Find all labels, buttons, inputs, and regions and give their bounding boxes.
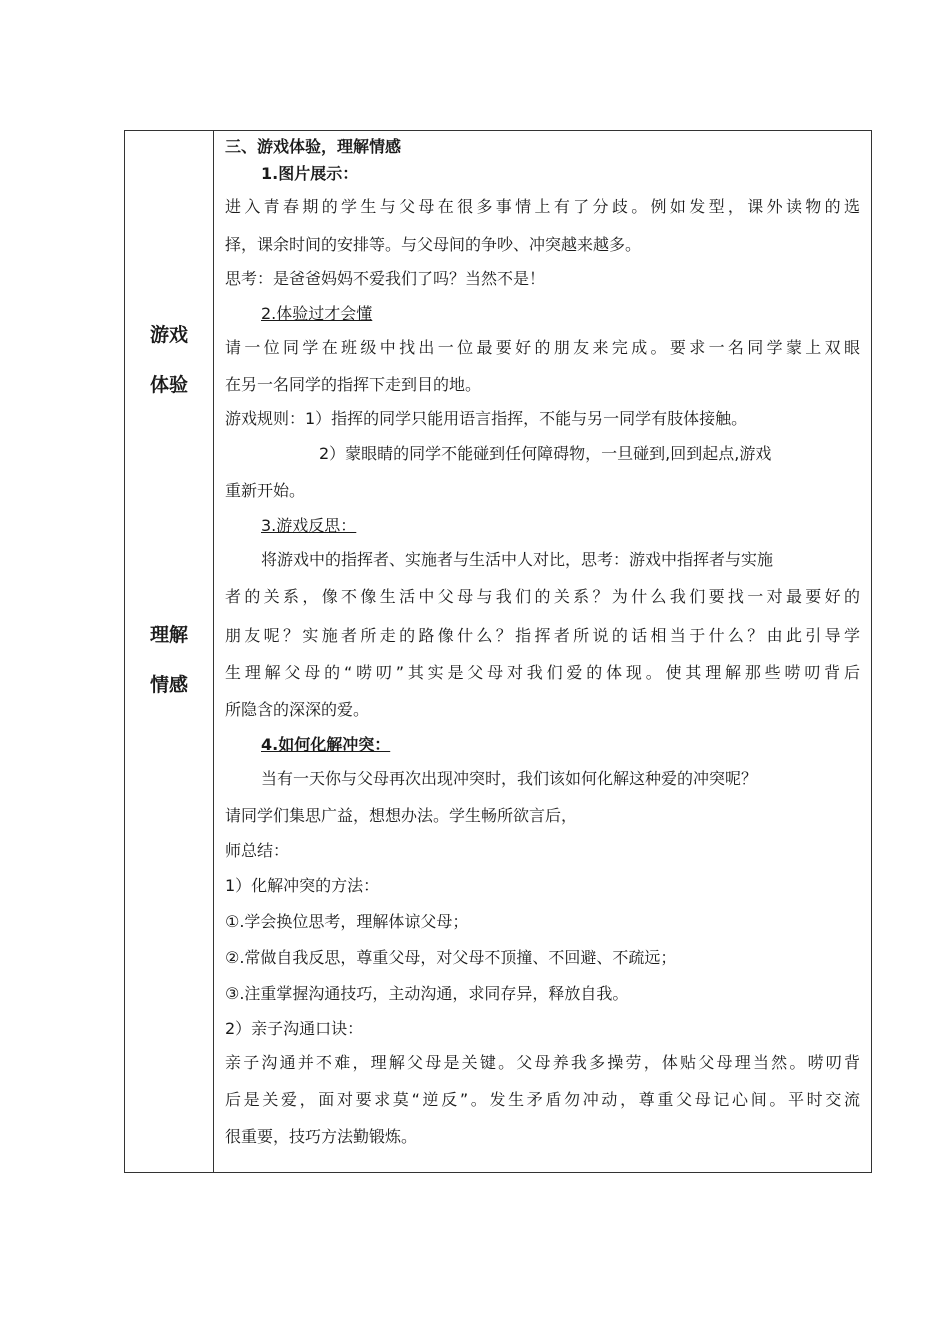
paragraph-line: 请一位同学在班级中找出一位最要好的朋友来完成。要求一名同学蒙上双眼: [225, 338, 860, 357]
list-item: ①.学会换位思考，理解体谅父母；: [225, 912, 469, 931]
paragraph-line: 择，课余时间的安排等。与父母间的争吵、冲突越来越多。: [225, 235, 642, 254]
side-label-line: 游戏: [149, 324, 188, 346]
paragraph-line: 将游戏中的指挥者、实施者与生活中人对比，思考：游戏中指挥者与实施: [261, 550, 774, 569]
paragraph-line: 1）化解冲突的方法：: [225, 876, 380, 895]
paragraph-line: 请同学们集思广益，想想办法。学生畅所欲言后，: [225, 806, 578, 825]
paragraph-line: 当有一天你与父母再次出现冲突时，我们该如何化解这种爱的冲突呢？: [261, 769, 758, 788]
subsection-title: 2.体验过才会懂: [261, 304, 373, 323]
paragraph-line: 朋友呢？实施者所走的路像什么？指挥者所说的话相当于什么？由此引导学: [225, 626, 860, 645]
side-label-line: 情感: [149, 674, 188, 696]
paragraph-line: 所隐含的深深的爱。: [225, 700, 370, 719]
paragraph-line: 重新开始。: [225, 481, 306, 500]
paragraph-line: 生理解父母的“唠叨”其实是父母对我们爱的体现。使其理解那些唠叨背后: [225, 663, 860, 682]
paragraph-line: 在另一名同学的指挥下走到目的地。: [225, 375, 482, 394]
subsection-title: 4.如何化解冲突：: [261, 735, 391, 754]
paragraph-line: 思考：是爸爸妈妈不爱我们了吗？当然不是！: [225, 269, 546, 288]
paragraph-line: 很重要，技巧方法勤锻炼。: [225, 1127, 418, 1146]
side-label-game: [124, 310, 214, 410]
paragraph-line: 亲子沟通并不难，理解父母是关键。父母养我多操劳，体贴父母理当然。唠叨背: [225, 1053, 860, 1072]
subsection-title: 1.图片展示：: [261, 164, 359, 183]
paragraph-line: 者的关系，像不像生活中父母与我们的关系？为什么我们要找一对最要好的: [225, 587, 860, 606]
paragraph-line: 进入青春期的学生与父母在很多事情上有了分歧。例如发型，课外读物的选: [225, 197, 860, 216]
section-heading: 三、游戏体验，理解情感: [225, 137, 402, 156]
list-item: ③.注重掌握沟通技巧，主动沟通，求同存异，释放自我。: [225, 984, 629, 1003]
subsection-title: 3.游戏反思：: [261, 516, 357, 535]
paragraph-line: 2）蒙眼睛的同学不能碰到任何障碍物，一旦碰到,回到起点,游戏: [319, 444, 772, 463]
side-label-emotion: [124, 610, 214, 710]
paragraph-line: 2）亲子沟通口诀：: [225, 1019, 364, 1038]
paragraph-line: 游戏规则：1）指挥的同学只能用语言指挥，不能与另一同学有肢体接触。: [225, 409, 748, 428]
side-label-line: 体验: [149, 374, 188, 396]
paragraph-line: 师总结：: [225, 841, 290, 860]
side-label-line: 理解: [149, 624, 188, 646]
paragraph-line: 后是关爱，面对要求莫“逆反”。发生矛盾勿冲动，尊重父母记心间。平时交流: [225, 1090, 860, 1109]
list-item: ②.常做自我反思，尊重父母，对父母不顶撞、不回避、不疏远；: [225, 948, 677, 967]
